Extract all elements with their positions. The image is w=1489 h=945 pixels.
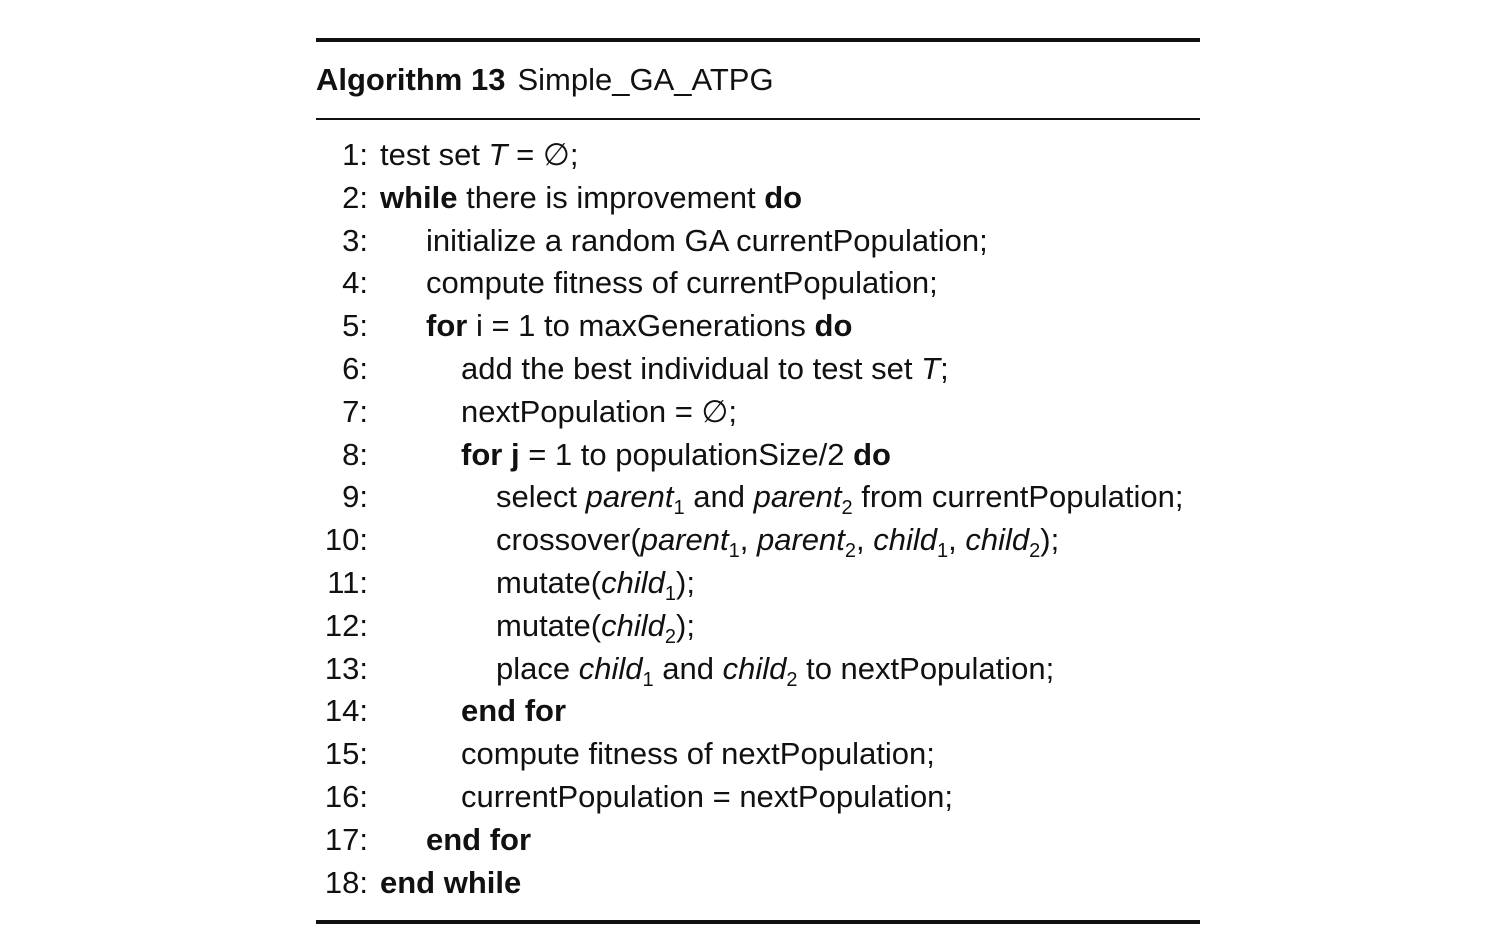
algorithm-line xyxy=(316,562,1200,605)
line-number: 7: xyxy=(342,393,368,429)
algorithm-line xyxy=(316,605,1200,648)
keyword: while xyxy=(380,179,458,215)
line-number: 17: xyxy=(324,821,368,857)
algorithm-line xyxy=(316,519,1200,562)
algorithm-line xyxy=(316,220,1200,263)
algorithm-line xyxy=(316,305,1200,348)
line-code xyxy=(380,862,521,905)
keyword: for xyxy=(461,436,503,472)
keyword: do xyxy=(853,436,891,472)
line-number: 11: xyxy=(327,564,368,600)
line-code: test set T = ∅; xyxy=(380,137,579,172)
line-number: 1: xyxy=(342,137,368,172)
algorithm-body xyxy=(316,120,1200,924)
line-number: 9: xyxy=(342,479,368,515)
line-code: compute fitness of nextPopulation; xyxy=(461,736,935,772)
algorithm-line xyxy=(316,348,1200,391)
line-code: while there is improvement do xyxy=(380,179,803,215)
algorithm-line xyxy=(316,434,1200,477)
algorithm-line xyxy=(316,862,1200,905)
line-code xyxy=(461,690,566,733)
line-number: 4: xyxy=(342,265,368,301)
keyword: end for xyxy=(426,821,532,857)
line-number: 14: xyxy=(324,693,368,729)
keyword: do xyxy=(814,308,853,344)
line-code: currentPopulation = nextPopulation; xyxy=(461,778,954,814)
line-code xyxy=(426,819,531,862)
algorithm-line xyxy=(316,819,1200,862)
line-code: add the best individual to test set T; xyxy=(461,350,949,386)
algorithm-line xyxy=(316,476,1200,519)
line-code: nextPopulation = ∅; xyxy=(461,393,738,429)
algorithm-block xyxy=(316,38,1200,924)
line-number: 8: xyxy=(342,436,368,472)
algorithm-label: Algorithm 13 xyxy=(316,62,506,97)
line-code: compute fitness of currentPopulation; xyxy=(426,265,938,301)
line-number: 16: xyxy=(324,778,368,814)
line-code: crossover(parent$_1$, parent$_2$, child$_1$, child$_2$); xyxy=(496,522,1060,563)
line-code: select parent$_1$ and parent$_2$ from currentPopulation; xyxy=(496,479,1184,520)
line-code: for i = 1 to maxGenerations do xyxy=(426,308,853,344)
line-number: 5: xyxy=(342,308,368,344)
line-code: mutate(child$_2$); xyxy=(496,607,695,648)
line-code: place child$_1$ and child$_2$ to nextPopulation; xyxy=(496,650,1055,691)
line-number: 3: xyxy=(342,222,368,258)
line-number: 18: xyxy=(324,864,368,900)
algorithm-name: Simple_GA_ATPG xyxy=(517,62,774,97)
keyword: end while xyxy=(380,864,522,900)
line-code: initialize a random GA currentPopulation; xyxy=(426,222,988,258)
algorithm-line xyxy=(316,733,1200,776)
line-number: 12: xyxy=(324,607,368,643)
algorithm-line xyxy=(316,690,1200,733)
line-number: 2: xyxy=(342,179,368,215)
algorithm-line xyxy=(316,134,1200,177)
line-number: 15: xyxy=(324,736,368,772)
algorithm-line xyxy=(316,391,1200,434)
algorithm-line xyxy=(316,648,1200,691)
algorithm-line xyxy=(316,262,1200,305)
line-code: for j = 1 to populationSize/2 do xyxy=(461,436,891,472)
algorithm-line xyxy=(316,776,1200,819)
line-number: 13: xyxy=(324,650,368,686)
line-code: mutate(child$_1$); xyxy=(496,564,695,605)
algorithm-caption xyxy=(316,42,1200,118)
line-number: 10: xyxy=(324,522,368,558)
line-number: 6: xyxy=(342,350,368,386)
algorithm-line xyxy=(316,177,1200,220)
keyword: do xyxy=(764,179,803,215)
bottom-rule xyxy=(316,920,1200,924)
keyword: end for xyxy=(461,693,567,729)
keyword: for xyxy=(426,308,468,344)
